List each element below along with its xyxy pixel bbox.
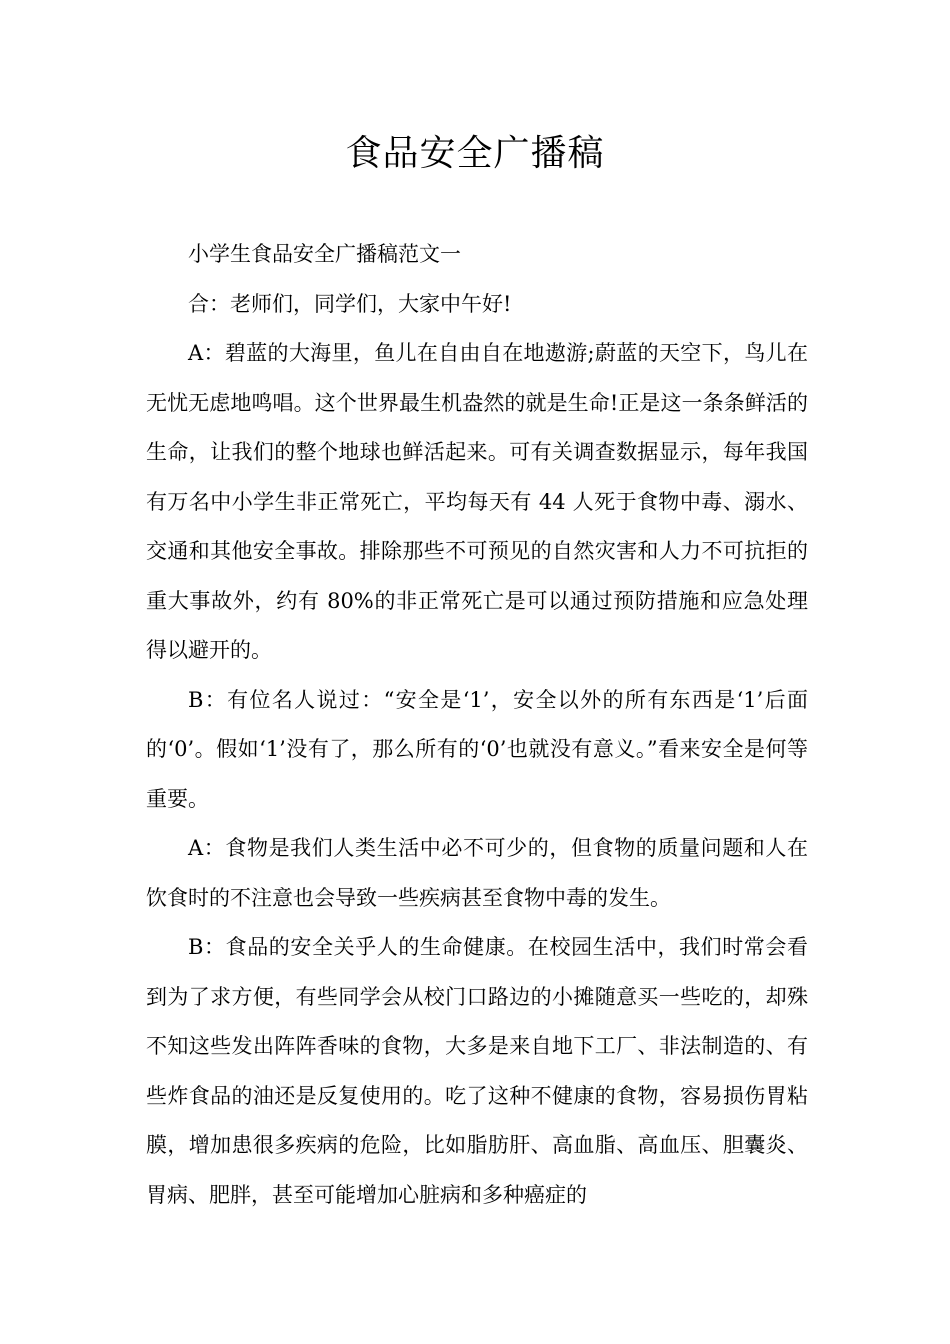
paragraph-a-intro: A：碧蓝的大海里，鱼儿在自由自在地遨游;蔚蓝的天空下，鸟儿在无忧无虑地鸣唱。这个世界最生机盎然的就是生命!正是这一条条鲜活的生命，让我们的整个地球也鲜活起来。可有关调查数据显示，每年我国有万名中小学生非正常死亡，平均每天有 44 人死于食物中毒、溺水、交通和其他安全事故。排除那些不可预见的自然灾害和人力不可抗拒的重大事故外，约有 80%的非正常死亡是可以通过预防措施和应急处理得以避开的。: [146, 341, 808, 662]
paragraph-b-quote: B：有位名人说过：“安全是‘1’，安全以外的所有东西是‘1’后面的‘0’。假如‘1’没有了，那么所有的‘0’也就没有意义。”看来安全是何等重要。: [146, 687, 808, 811]
paragraph-greeting: 合：老师们，同学们，大家中午好!: [188, 291, 512, 316]
document-title: 食品安全广播稿: [345, 133, 605, 174]
paragraph-b-safety: B：食品的安全关乎人的生命健康。在校园生活中，我们时常会看到为了求方便，有些同学会从校门口路边的小摊随意买一些吃的，却殊不知这些发出阵阵香味的食物，大多是来自地下工厂、非法制造的、有些炸食品的油还是反复使用的。吃了这种不健康的食物，容易损伤胃粘膜，增加患很多疾病的危险，比如脂肪肝、高血脂、高血压、胆囊炎、胃病、肥胖，甚至可能增加心脏病和多种癌症的: [146, 935, 808, 1207]
paragraph-subtitle: 小学生食品安全广播稿范文一: [188, 242, 461, 266]
document-body: [146, 230, 808, 1220]
paragraph-a-food: A：食物是我们人类生活中必不可少的，但食物的质量问题和人在饮食时的不注意也会导致一些疾病甚至食物中毒的发生。: [146, 836, 808, 910]
